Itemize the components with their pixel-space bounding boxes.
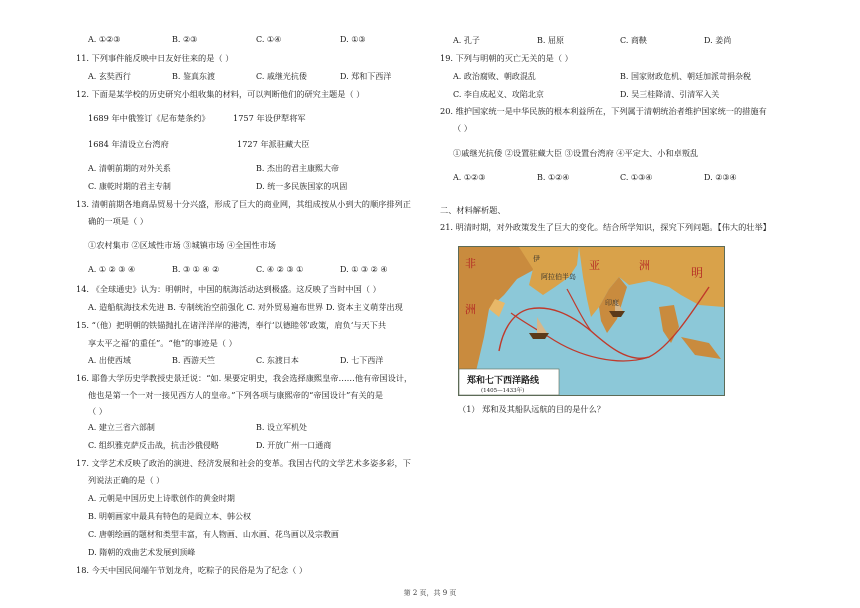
q13-option-b: B. ③ ① ④ ②	[172, 265, 220, 274]
map-graphic	[459, 247, 724, 395]
q13-option-d: D. ① ③ ② ④	[340, 265, 388, 274]
q12-material-3: 1684 年清设立台湾府	[88, 139, 169, 149]
q13-option-c: C. ④ ② ③ ①	[256, 265, 304, 274]
q12-material-4: 1727 年派驻藏大臣	[237, 139, 310, 149]
q17-option-c: C. 唐朝绘画的题材和类型丰富，有人物画、山水画、花鸟画以及宗教画	[88, 530, 339, 539]
map-label-fei: 非	[465, 257, 476, 270]
q20-items: ①戚继光抗倭 ②设置驻藏大臣 ③设置台湾府 ④平定大、小和卓叛乱	[453, 148, 699, 158]
q16-stem-line2: 他也是第一个一对一接见西方人的皇帝。”下列各项与康熙帝的“帝国设计”有关的是	[88, 390, 384, 400]
q15-stem-line1: 15. “（他）把明朝的铁锚抛扎在诸洋洋岸的港湾，奉行‘以德睦邻’政策，肩负‘与天下共	[76, 320, 387, 330]
q17-option-d: D. 隋朝的戏曲艺术发展到顶峰	[88, 548, 196, 557]
q19-option-a: A. 政治腐败、朝政混乱	[453, 72, 536, 81]
q17-stem-line2: 列说法正确的是（ ）	[88, 475, 165, 485]
q12-option-c: C. 康乾时期的君主专制	[88, 182, 171, 191]
map-label-yi: 伊	[533, 255, 540, 263]
zhenghe-voyage-map	[458, 246, 725, 396]
q16-stem-line3: （ ）	[88, 406, 107, 416]
q20-stem-line2: （ ）	[453, 123, 472, 133]
q10-option-c: C. ①④	[256, 35, 282, 44]
q17-option-b: B. 明朝画家中最具有特色的是阎立本、韩公权	[88, 512, 251, 521]
q15-option-b: B. 西游天竺	[172, 356, 215, 365]
page-footer: 第 2 页，共 9 页	[403, 589, 457, 597]
section-title: 二、材料解析题、	[440, 205, 506, 215]
q13-items: ①农村集市 ②区域性市场 ③城镇市场 ④全国性市场	[88, 240, 276, 250]
q11-option-c: C. 戚继光抗倭	[256, 72, 307, 81]
q12-option-b: B. 杰出的君主康熙大帝	[256, 164, 339, 173]
map-title: 郑和七下西洋路线	[467, 376, 540, 386]
q10-option-d: D. ①③	[340, 35, 366, 44]
q11-option-a: A. 玄奘西行	[88, 72, 131, 81]
q12-material-1: 1689 年中俄签订《尼布楚条约》	[88, 113, 210, 123]
q20-option-b: B. ①②④	[537, 173, 570, 182]
q11-stem: 11. 下列事件能反映中日友好往来的是（ ）	[76, 53, 234, 63]
q20-option-a: A. ①②③	[453, 173, 486, 182]
q12-option-d: D. 统一多民族国家的巩固	[256, 182, 348, 191]
q21-stem: 21. 明清时期，对外政策发生了巨大的变化。结合所学知识，探究下列问题。【伟大的壮举】	[440, 222, 771, 232]
q18-option-a: A. 孔子	[453, 36, 480, 45]
q13-option-a: A. ① ② ③ ④	[88, 265, 136, 274]
q16-option-d: D. 开放广州一口通商	[256, 441, 332, 450]
q18-option-c: C. 商鞅	[620, 36, 647, 45]
q20-option-c: C. ①③④	[620, 173, 653, 182]
q19-stem: 19. 下列与明朝的灭亡无关的是（ ）	[440, 53, 573, 63]
q10-option-b: B. ②③	[172, 35, 198, 44]
q16-option-b: B. 设立军机处	[256, 423, 307, 432]
q19-option-b: B. 国家财政危机、朝廷加派苛捐杂税	[620, 72, 751, 81]
q15-option-d: D. 七下西洋	[340, 356, 384, 365]
q19-option-c: C. 李自成起义、攻陷北京	[453, 90, 544, 99]
q17-stem-line1: 17. 文学艺术反映了政治的演进、经济发展和社会的变革。我国古代的文学艺术多姿多彩，下	[76, 458, 411, 468]
q18-stem: 18. 今天中国民间端午节划龙舟，吃粽子的民俗是为了纪念（ ）	[76, 565, 308, 575]
q16-stem-line1: 16. 耶鲁大学历史学教授史景迁说：“如. 果要定明史，我会选择康熙皇帝……他有帝国设计，	[76, 373, 413, 383]
map-label-ya: 亚	[589, 259, 600, 272]
q16-option-c: C. 组织雅克萨反击战，抗击沙俄侵略	[88, 441, 219, 450]
q12-material-2: 1757 年设伊犁将军	[233, 113, 306, 123]
q21-subquestion-1: （1） 郑和及其船队远航的目的是什么？	[458, 404, 605, 414]
q20-stem-line1: 20. 维护国家统一是中华民族的根本利益所在，下列属于清朝统治者维护国家统一的措施有	[440, 106, 767, 116]
q13-stem-line2: 确的一项是（ ）	[88, 216, 148, 226]
q11-option-d: D. 郑和下西洋	[340, 72, 392, 81]
q14-options: A. 造船航海技术先进 B. 专制统治空前强化 C. 对外贸易遍布世界 D. 资本主义萌芽出现	[88, 302, 403, 312]
q15-option-c: C. 东渡日本	[256, 356, 299, 365]
map-label-zhou: 洲	[639, 259, 650, 272]
q17-option-a: A. 元朝是中国历史上诗歌创作的黄金时期	[88, 494, 235, 503]
q12-option-a: A. 清朝前期的对外关系	[88, 164, 171, 173]
q10-option-a: A. ①②③	[88, 35, 121, 44]
q15-option-a: A. 出使西域	[88, 356, 131, 365]
q18-option-d: D. 姜尚	[704, 36, 732, 45]
q20-option-d: D. ②③④	[704, 173, 737, 182]
q19-option-d: D. 吴三桂降清、引清军入关	[620, 90, 720, 99]
map-years: (1405—1433年)	[481, 388, 525, 394]
q15-stem-line2: 享太平之福’的重任”。“他”的事迹是（ ）	[88, 338, 237, 348]
q13-stem-line1: 13. 清朝前期各地商品贸易十分兴盛，形成了巨大的商业网，其组成按从小到大的顺序排列正	[76, 199, 411, 209]
q11-option-b: B. 鉴真东渡	[172, 72, 215, 81]
map-label-arabia: 阿拉伯半岛	[541, 273, 576, 281]
map-label-africa-zhou: 洲	[465, 303, 476, 316]
map-label-ming: 明	[691, 266, 704, 280]
map-label-india: 印度	[605, 299, 619, 307]
q18-option-b: B. 屈原	[537, 36, 564, 45]
q12-stem: 12. 下面是某学校的历史研究小组收集的材料，可以判断他们的研究主题是（ ）	[76, 89, 365, 99]
q14-stem: 14. 《全球通史》认为：明朝时，中国的航海活动达到极盛。这反映了当时中国（ ）	[76, 284, 381, 294]
q16-option-a: A. 建立三省六部制	[88, 423, 155, 432]
